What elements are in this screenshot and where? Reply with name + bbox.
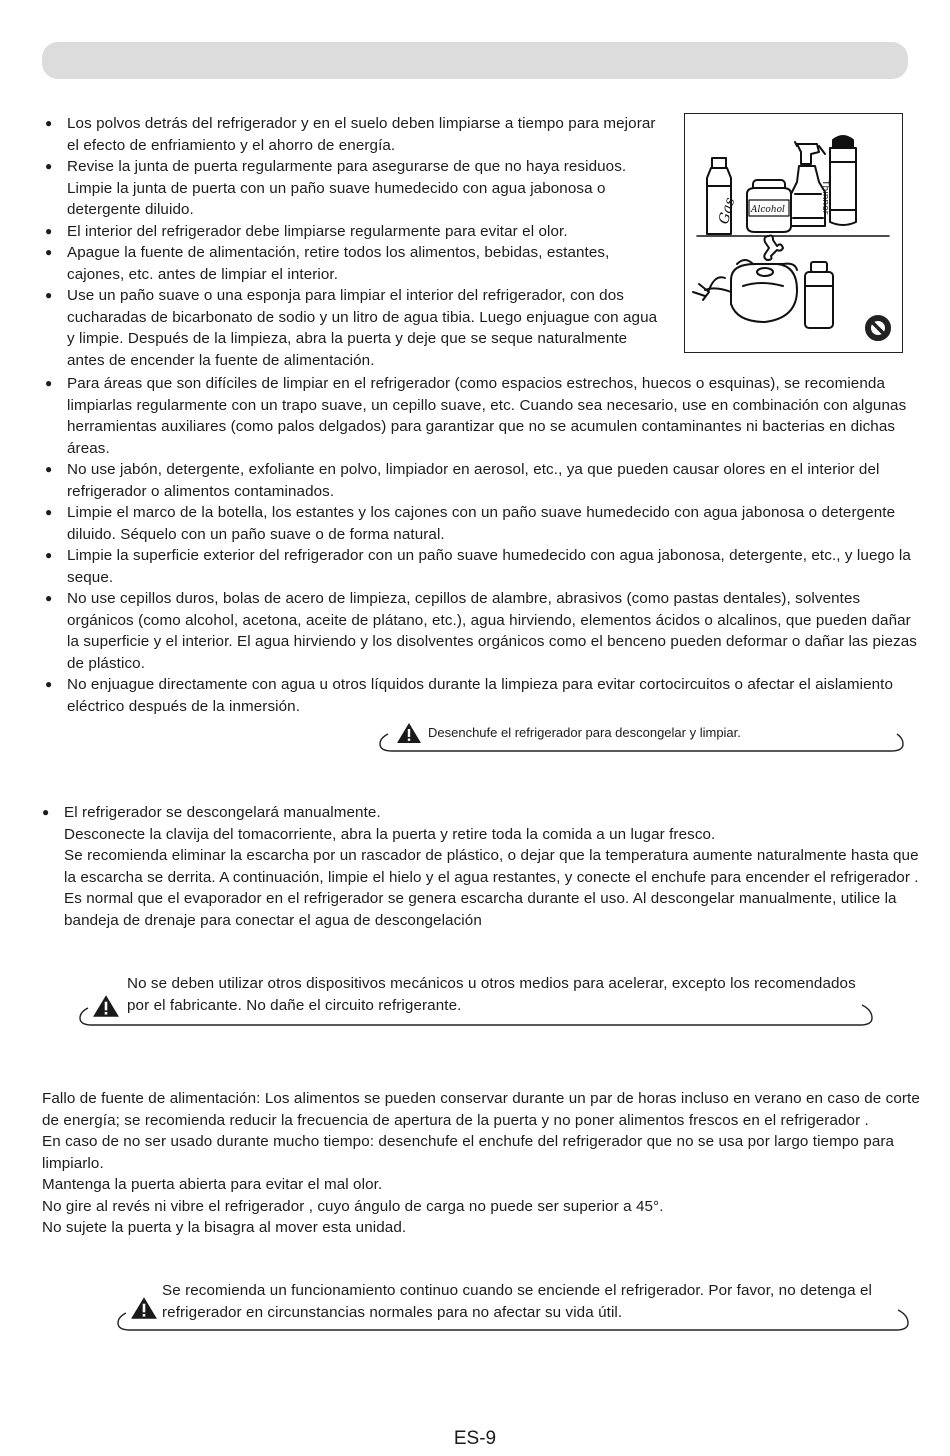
section-header-bar	[42, 42, 908, 79]
list-item: ● No use jabón, detergente, exfoliante en polvo, limpiador en aerosol, etc., ya que pueden causar olores en el interior del refrigerador o alimentos contaminados.	[42, 459, 917, 502]
list-item: ● Use un paño suave o una esponja para limpiar el interior del refrigerador, con dos cucharadas de bicarbonato de sodio y un litro de agua tibia. Luego enjuague con agua y limpie. Después de la limpieza, abra la puerta y deje que se seque naturalmente antes de encender la fuente de alimentación.	[42, 285, 667, 371]
prohibited-icon	[866, 316, 890, 340]
cleaning-list-upper	[42, 113, 667, 371]
spray-can-icon	[805, 262, 833, 328]
storage-section	[42, 1088, 922, 1239]
gas-bottle-icon	[707, 158, 738, 234]
cleaning-chemicals-illustration	[684, 113, 903, 353]
warning-icon	[92, 994, 120, 1025]
storage-paragraph: En caso de no ser usado durante mucho tiempo: desenchufe el enchufe del refrigerador que no se usa por largo tiempo para limpiarlo.	[42, 1133, 895, 1172]
defrost-paragraph: ● El refrigerador se descongelará manualmente.	[42, 802, 922, 824]
defrost-paragraph: Es normal que el evaporador en el refrigerador se genera escarcha durante el uso. Al descongelar manualmente, utilice la bandeja de drenaje para conectar el agua de descongelación	[64, 890, 897, 929]
spray-bottle-icon	[791, 142, 825, 226]
caution-text: Desenchufe el refrigerador para descongelar y limpiar.	[428, 725, 741, 740]
storage-paragraph: Fallo de fuente de alimentación: Los alimentos se pueden conservar durante un par de horas incluso en verano en caso de corte de energía; se recomienda reducir la frecuencia de apertura de la puerta y no poner alimentos frescos en el refrigerador .	[42, 1090, 920, 1129]
page-number: ES-9	[453, 1428, 497, 1449]
warning-icon	[396, 722, 422, 749]
list-item: ● Limpie la superficie exterior del refrigerador con un paño suave humedecido con agua jabonosa, detergente, etc., y luego la seque.	[42, 545, 917, 588]
list-item: ● Para áreas que son difíciles de limpiar en el refrigerador (como espacios estrechos, huecos o esquinas), se recomienda limpiarlas regularmente con un trapo suave, un cepillo suave, etc. Cuando sea necesario, use en combinación con algunas herramientas auxiliares (como palos delgados) para garantizar que no se acumulen contaminantes ni bacterias en dichas áreas.	[42, 373, 917, 459]
thinner-can-icon	[820, 136, 856, 225]
svg-text:Gas: Gas	[715, 195, 739, 226]
cleaning-list-lower	[42, 373, 917, 717]
alcohol-jar-icon	[747, 180, 791, 232]
warning-icon	[130, 1296, 158, 1327]
list-item: ● Los polvos detrás del refrigerador y en el suelo deben limpiarse a tiempo para mejorar el efecto de enfriamiento y el ahorro de energía.	[42, 113, 667, 156]
defrost-paragraph: Desconecte la clavija del tomacorriente, abra la puerta y retire toda la comida a un lugar fresco.	[64, 825, 716, 843]
storage-paragraph: No sujete la puerta y la bisagra al mover esta unidad.	[42, 1219, 407, 1236]
storage-paragraph: Mantenga la puerta abierta para evitar el mal olor.	[42, 1176, 383, 1193]
svg-text:Alcohol: Alcohol	[751, 205, 785, 215]
storage-paragraph: No gire al revés ni vibre el refrigerador , cuyo ángulo de carga no puede ser superior a 45°.	[42, 1197, 664, 1215]
list-item: ● Apague la fuente de alimentación, retire todos los alimentos, bebidas, estantes, cajones, etc. antes de limpiar el interior.	[42, 242, 667, 285]
list-item: ● No enjuague directamente con agua u otros líquidos durante la limpieza para evitar cortocircuitos o afectar el aislamiento eléctrico después de la inmersión.	[42, 674, 917, 717]
list-item: ● Limpie el marco de la botella, los estantes y los cajones con un paño suave humedecido con agua jabonosa o detergente diluido. Séquelo con un paño suave o de forma natural.	[42, 502, 917, 545]
caution-mechanical	[78, 972, 874, 1028]
defrost-section	[42, 802, 922, 931]
list-item: ● No use cepillos duros, bolas de acero de limpieza, cepillos de alambre, abrasivos (como pastas dentales), solventes orgánicos (como alcohol, acetona, aceite de plátano, etc.), agua hirviendo, elementos ácidos o alcalinos, que pueden dañar la superficie y el interior. El agua hirviendo y los disolventes orgánicos como el benceno pueden deformar o dañar las piezas de plástico.	[42, 588, 917, 674]
caution-text: Se recomienda un funcionamiento continuo cuando se enciende el refrigerador. Por favor, no detenga el refrigerador en circunstancias normales para no afectar su vida útil.	[162, 1282, 873, 1321]
caution-unplug	[378, 720, 905, 756]
list-item: ● Revise la junta de puerta regularmente para asegurarse de que no haya residuos. Limpie la junta de puerta con un paño suave humedecido con agua jabonosa o detergente diluido.	[42, 156, 667, 221]
defrost-paragraph: Se recomienda eliminar la escarcha por un rascador de plástico, o dejar que la temperatura aumente naturalmente hasta que la escarcha se derrita. A continuación, limpie el hielo y el agua restantes, y conecte el enchufe para encender el refrigerador .	[64, 847, 919, 886]
caution-continuous-operation	[116, 1279, 910, 1335]
list-item: ● El interior del refrigerador debe limpiarse regularmente para evitar el olor.	[42, 221, 667, 243]
caution-text: No se deben utilizar otros dispositivos mecánicos u otros medios para acelerar, excepto los recomendados por el fabricante. No dañe el circuito refrigerante.	[127, 975, 856, 1014]
bone-icon	[764, 236, 783, 261]
svg-text:Thinner: Thinner	[820, 180, 830, 215]
kettle-icon	[693, 260, 797, 322]
